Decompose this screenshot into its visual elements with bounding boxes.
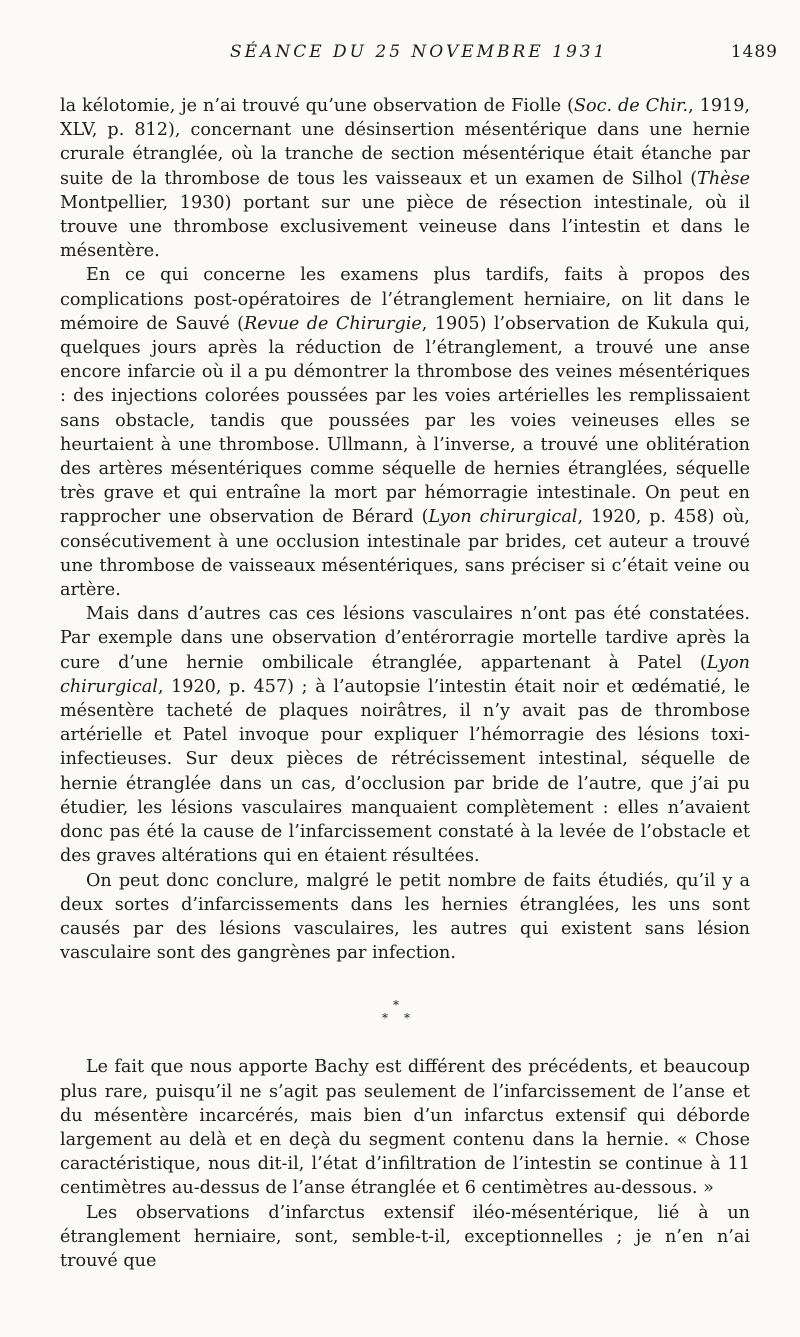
separator-star: * bbox=[382, 1011, 388, 1026]
text-span: la kélotomie, je n’ai trouvé qu’une observation de Fiolle ( bbox=[60, 96, 574, 116]
separator-star: * bbox=[393, 998, 399, 1013]
body-text bbox=[60, 94, 750, 1273]
citation-title: Revue de Chirurgie bbox=[243, 313, 422, 334]
paragraph-5 bbox=[60, 1055, 750, 1200]
text-span: On peut donc conclure, malgré le petit nombre de faits étudiés, qu’il y a deux sortes d’infarcissements dans les hernies étranglées, les uns sont causés par des lésions vasculaires, les autres qui existent sans lésion vasculaire sont des gangrènes par infection. bbox=[60, 870, 750, 964]
text-span: Le fait que nous apporte Bachy est différent des précédents, et beaucoup plus rare, puisqu’il ne s’agit pas seulement de l’infarcissement de l’anse et du mésentère incarcérés, mais bien d’un infarctus extensif qui déborde largement au delà et en deçà du segment contenu dans la hernie. « Chose caractéristique, nous dit-il, l’état d’infiltration de l’intestin se continue à 11 centimètres au-dessus de l’anse étranglée et 6 centimètres au-dessous. » bbox=[60, 1057, 750, 1199]
paragraph-2 bbox=[60, 263, 750, 602]
text-span: Les observations d’infarctus extensif iléo-mésentérique, lié à un étranglement herniaire, sont, semble-t-il, exceptionnelles ; je n’en n’ai trouvé que bbox=[60, 1202, 750, 1271]
separator-star: * bbox=[404, 1011, 410, 1026]
paragraph-3 bbox=[60, 602, 750, 868]
paragraph-6 bbox=[60, 1201, 750, 1274]
paragraph-1 bbox=[60, 94, 750, 263]
page-number: 1489 bbox=[730, 42, 778, 62]
citation-title: Soc. de Chir. bbox=[574, 96, 689, 116]
running-header bbox=[60, 42, 778, 70]
text-span: Montpellier, 1930) portant sur une pièce de résection intestinale, où il trouve une thrombose exclusivement veineuse dans l’intestin et dans le mésentère. bbox=[60, 192, 750, 262]
paragraph-4 bbox=[60, 869, 750, 966]
text-span: Mais dans d’autres cas ces lésions vasculaires n’ont pas été constatées. Par exemple dans une observation d’entérorragie mortelle tardive après la cure d’une hernie ombilicale étranglée, appartenant à Patel ( bbox=[60, 604, 750, 673]
text-span: , 1920, p. 457) ; à l’autopsie l’intestin était noir et œdématié, le mésentère tacheté de plaques noirâtres, il n’y avait pas de thrombose artérielle et Patel invoque pour expliquer l’hémorragie des lésions toxi-infectieuses. Sur deux pièces de rétrécissement intestinal, séquelle de hernie étranglée dans un cas, d’occlusion par bride de l’autre, que j’ai pu étudier, les lésions vasculaires manquaient complètement : elles n’avaient donc pas été la cause de l’infarcissement constaté à la levée de l’obstacle et des graves altérations qui en étaient résultées. bbox=[60, 676, 750, 867]
section-separator bbox=[60, 965, 750, 1055]
text-span: , 1905) l’observation de Kukula qui, quelques jours après la réduction de l’étranglement, a trouvé une anse encore infarcie où il a pu démontrer la thrombose des veines mésentériques : des injections colorées poussées par les voies artérielles les remplissaient sans obstacle, tandis que poussées par les voies veineuses elles se heurtaient à une thrombose. Ullmann, à l’inverse, a trouvé une oblitération des artères mésentériques comme séquelle de hernies étranglées, séquelle très grave et qui entraîne la mort par hémorragie intestinale. On peut en rapprocher une observation de Bérard ( bbox=[60, 313, 750, 528]
text-span: , 1920, p. 458) où, consécutivement à une occlusion intestinale par brides, cet auteur a trouvé une thrombose de vaisseaux mésentériques, sans préciser si c’était veine ou artère. bbox=[60, 507, 750, 601]
citation-title: Thèse bbox=[697, 168, 750, 189]
running-header-title: SÉANCE DU 25 NOVEMBRE 1931 bbox=[230, 42, 608, 62]
text-span: En ce qui concerne les examens plus tardifs, faits à propos des complications post-opératoires de l’étranglement herniaire, on lit dans le mémoire de Sauvé ( bbox=[60, 265, 750, 334]
citation-title: Lyon chirurgical bbox=[60, 652, 750, 697]
citation-title: Lyon chirurgical bbox=[428, 507, 578, 528]
text-span: , 1919, XLV, p. 812), concernant une désinsertion mésentérique dans une hernie crurale étranglée, où la tranche de section mésentérique était étanche par suite de la thrombose de tous les vaisseaux et un examen de Silhol ( bbox=[60, 96, 750, 189]
